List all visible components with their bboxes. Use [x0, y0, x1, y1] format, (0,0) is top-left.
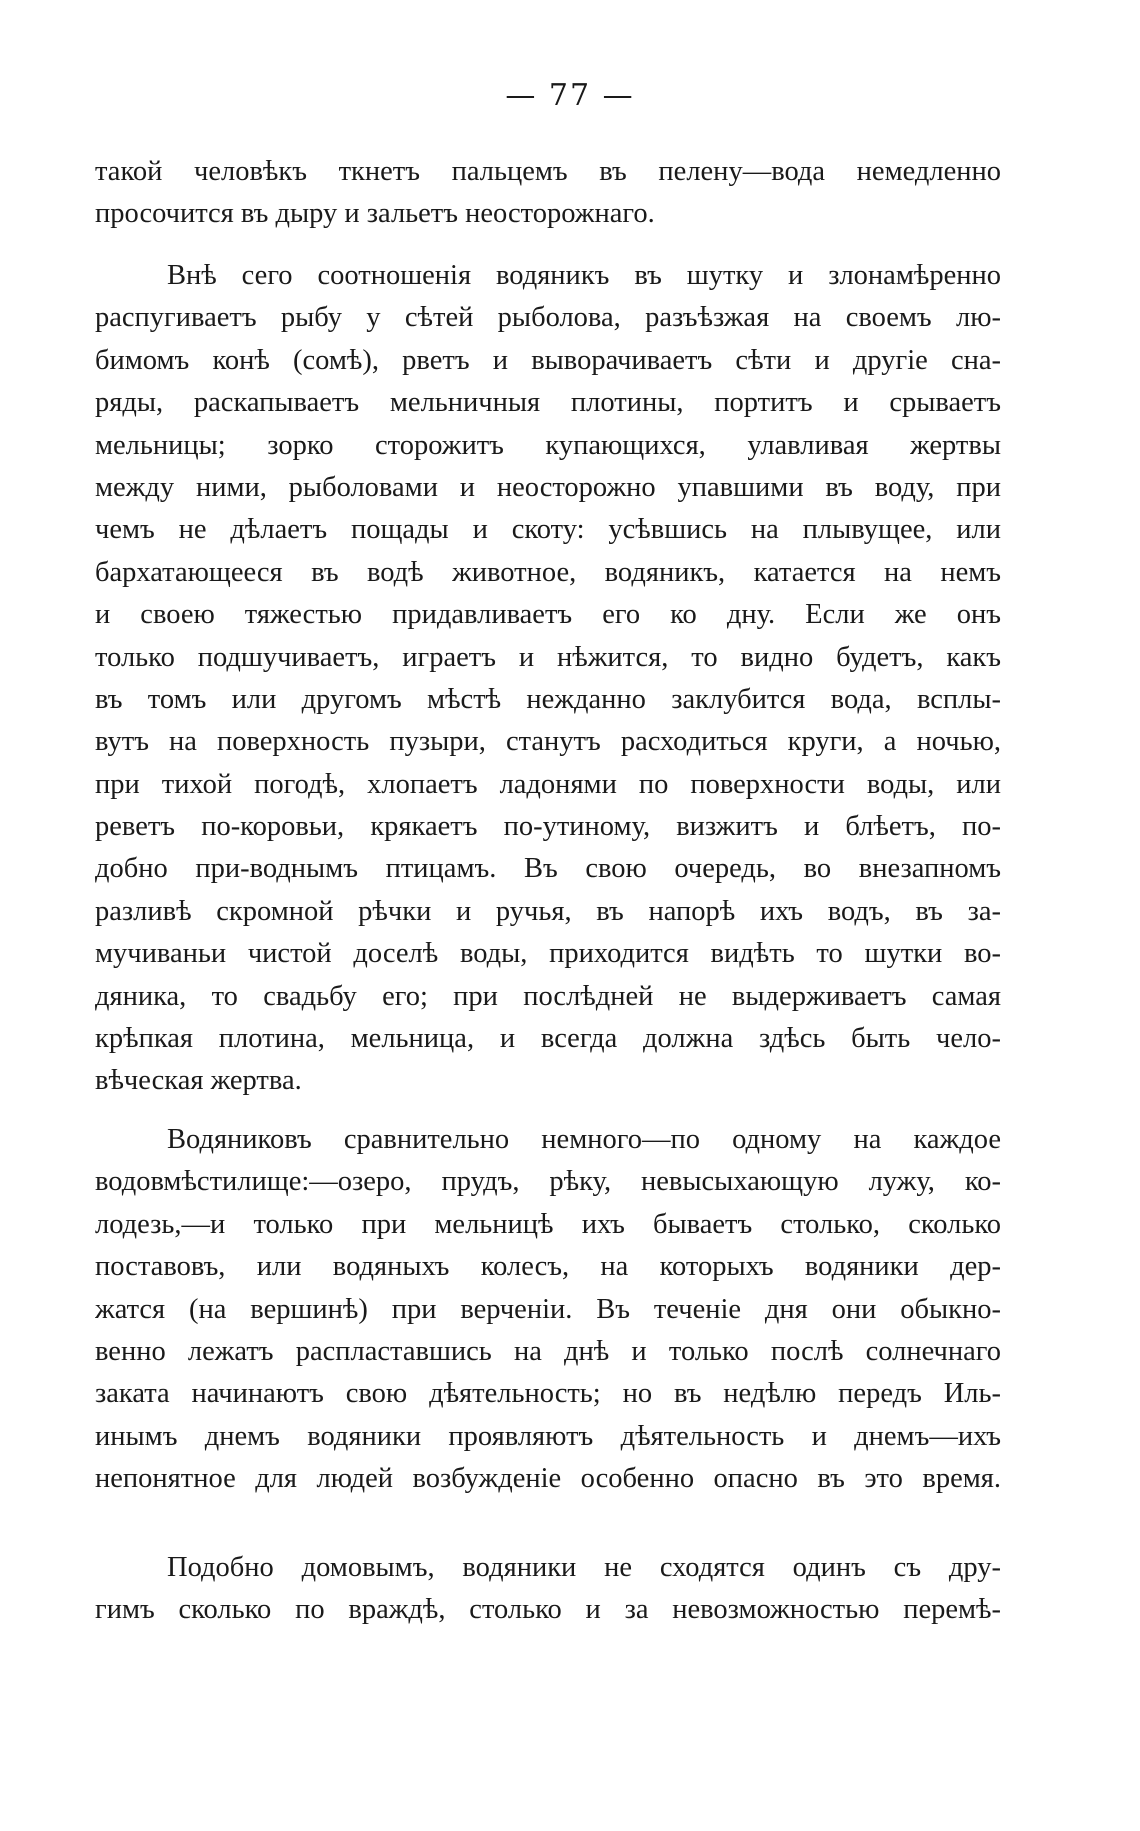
- paragraph-water-spirit-count: [95, 1119, 1001, 1501]
- text-line: между ними, рыболовами и неосторожно упавшими въ воду, при: [95, 471, 1001, 503]
- text-line: реветъ по-коровьи, крякаетъ по-утиному, визжитъ и блѣетъ, по-: [95, 811, 1001, 843]
- text-line: мучиваньи чистой доселѣ воды, приходится видѣть то шутки во-: [95, 938, 1001, 970]
- text-line: жатся (на вершинѣ) при верченіи. Въ теченіе дня они обыкно-: [95, 1293, 1001, 1325]
- text-line: Подобно домовымъ, водяники не сходятся одинъ съ дру-: [167, 1552, 1001, 1583]
- text-line: распугиваетъ рыбу у сѣтей рыболова, разъѣзжая на своемъ лю-: [95, 302, 1001, 334]
- paragraph-water-spirit-relations: [95, 1547, 1001, 1632]
- text-line: Внѣ сего соотношенія водяникъ въ шутку и злонамѣренно: [167, 260, 1001, 291]
- text-line: при тихой погодѣ, хлопаетъ ладонями по поверхности воды, или: [95, 768, 1001, 800]
- text-line: такой человѣкъ ткнетъ пальцемъ въ пелену—вода немедленно: [95, 156, 1001, 187]
- text-line: ряды, раскапываетъ мельничныя плотины, портитъ и срываетъ: [95, 387, 1001, 419]
- text-line: только подшучиваетъ, играетъ и нѣжится, то видно будетъ, какъ: [95, 641, 1001, 673]
- text-line: вѣческая жертва.: [95, 1065, 302, 1097]
- text-line: и своею тяжестью придавливаетъ его ко дну. Если же онъ: [95, 599, 1001, 631]
- text-line: дяника, то свадьбу его; при послѣдней не выдерживаетъ самая: [95, 980, 1001, 1012]
- text-line: гимъ сколько по враждѣ, столько и за невозможностью перемѣ-: [95, 1594, 1001, 1626]
- text-line: лодезь,—и только при мельницѣ ихъ бываетъ столько, сколько: [95, 1208, 1001, 1240]
- text-line: бимомъ конѣ (сомѣ), рветъ и выворачиваетъ сѣти и другіе сна-: [95, 344, 1001, 376]
- text-line: водовмѣстилище:—озеро, прудъ, рѣку, невысыхающую лужу, ко-: [95, 1166, 1001, 1198]
- text-line: просочится въ дыру и зальетъ неосторожнаго.: [95, 198, 655, 230]
- text-line: бархатающееся въ водѣ животное, водяникъ, катается на немъ: [95, 556, 1001, 588]
- text-line: заката начинаютъ свою дѣятельность; но въ недѣлю передъ Иль-: [95, 1378, 1001, 1410]
- text-line: поставовъ, или водяныхъ колесъ, на которыхъ водяники дер-: [95, 1251, 1001, 1283]
- text-line: крѣпкая плотина, мельница, и всегда должна здѣсь быть чело-: [95, 1023, 1001, 1055]
- text-line: чемъ не дѣлаетъ пощады и скоту: усѣвшись на плывущее, или: [95, 514, 1001, 546]
- text-line: мельницы; зорко сторожитъ купающихся, улавливая жертвы: [95, 429, 1001, 461]
- paragraph-water-spirit-mischief: [95, 255, 1001, 1103]
- text-line: добно при-воднымъ птицамъ. Въ свою очередь, во внезапномъ: [95, 853, 1001, 885]
- text-line: въ томъ или другомъ мѣстѣ нежданно заклубится вода, всплы-: [95, 683, 1001, 715]
- text-line: венно лежатъ распластавшись на днѣ и только послѣ солнечнаго: [95, 1335, 1001, 1367]
- text-line: разливѣ скромной рѣчки и ручья, въ напорѣ ихъ водъ, въ за-: [95, 895, 1001, 927]
- page-number: — 77 —: [505, 78, 635, 113]
- paragraph-continuation: [95, 151, 1001, 236]
- text-line: инымъ днемъ водяники проявляютъ дѣятельность и днемъ—ихъ: [95, 1420, 1001, 1452]
- text-line: вутъ на поверхность пузыри, станутъ расходиться круги, а ночью,: [95, 726, 1001, 758]
- text-line: Водяниковъ сравнительно немного—по одному на каждое: [167, 1124, 1001, 1155]
- text-line: непонятное для людей возбужденіе особенно опасно въ это время.: [95, 1463, 1001, 1495]
